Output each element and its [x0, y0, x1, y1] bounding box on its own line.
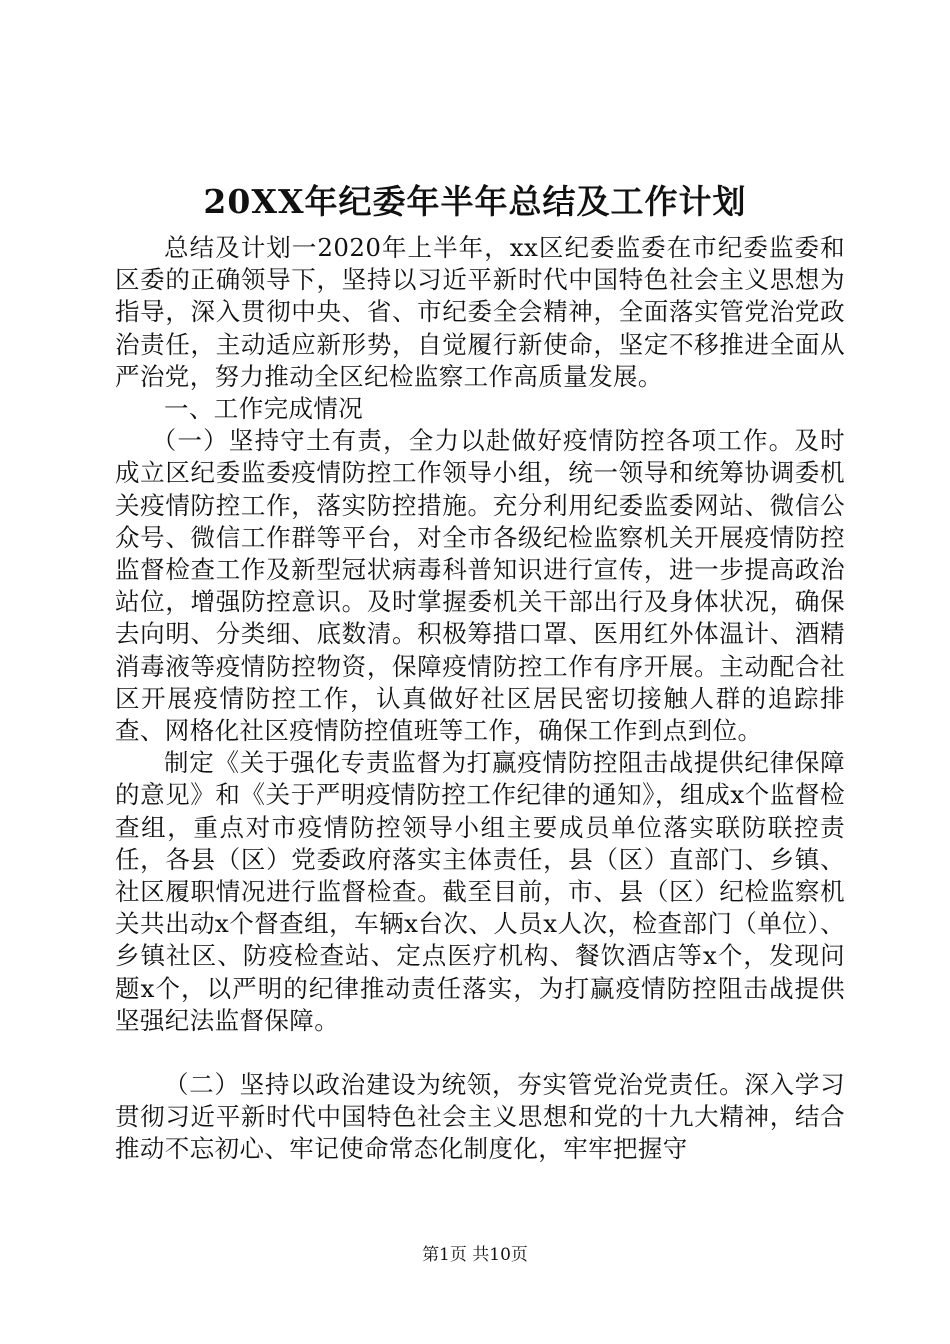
- document-title: 20XX年纪委年半年总结及工作计划: [203, 182, 747, 221]
- body-paragraph: （二）坚持以政治建设为统领，夯实管党治党责任。深入学习贯彻习近平新时代中国特色社会主义思想和党的十九大精神，结合推动不忘初心、牢记使命常态化制度化，牢牢把握守: [115, 1070, 845, 1164]
- page-footer: 第1页 共10页: [422, 1245, 528, 1265]
- body-paragraph: 制定《关于强化专责监督为打赢疫情防控阻击战提供纪律保障的意见》和《关于严明疫情防控工作纪律的通知》，组成x个监督检查组，重点对市疫情防控领导小组主要成员单位落实联防联控责任，各县（区）党委政府落实主体责任，县（区）直部门、乡镇、社区履职情况进行监督检查。截至目前，市、县（区）纪检监察机关共出动x个督查组，车辆x台次、人员x人次，检查部门（单位）、乡镇社区、防疫检查站、定点医疗机构、餐饮酒店等x个，发现问题x个，以严明的纪律推动责任落实，为打赢疫情防控阻击战提供坚强纪法监督保障。: [115, 748, 845, 1035]
- document-body: [115, 232, 845, 1166]
- intro-paragraph: 总结及计划一2020年上半年，xx区纪委监委在市纪委监委和区委的正确领导下，坚持以习近平新时代中国特色社会主义思想为指导，深入贯彻中央、省、市纪委全会精神，全面落实管党治党政治责任，主动适应新形势，自觉履行新使命，坚定不移推进全面从严治党，努力推动全区纪检监察工作高质量发展。: [115, 233, 845, 391]
- paragraph-spacer: [115, 1037, 845, 1069]
- section-heading: 一、工作完成情况: [164, 394, 364, 424]
- body-paragraph: （一）坚持守土有责，全力以赴做好疫情防控各项工作。及时成立区纪委监委疫情防控工作领导小组，统一领导和统筹协调委机关疫情防控工作，落实防控措施。充分利用纪委监委网站、微信公众号、微信工作群等平台，对全市各级纪检监察机关开展疫情防控监督检查工作及新型冠状病毒科普知识进行宣传，进一步提高政治站位，增强防控意识。及时掌握委机关干部出行及身体状况，确保去向明、分类细、底数清。积极筹措口罩、医用红外体温计、酒精消毒液等疫情防控物资，保障疫情防控工作有序开展。主动配合社区开展疫情防控工作，认真做好社区居民密切接触人群的追踪排查、网格化社区疫情防控值班等工作，确保工作到点到位。: [115, 426, 845, 746]
